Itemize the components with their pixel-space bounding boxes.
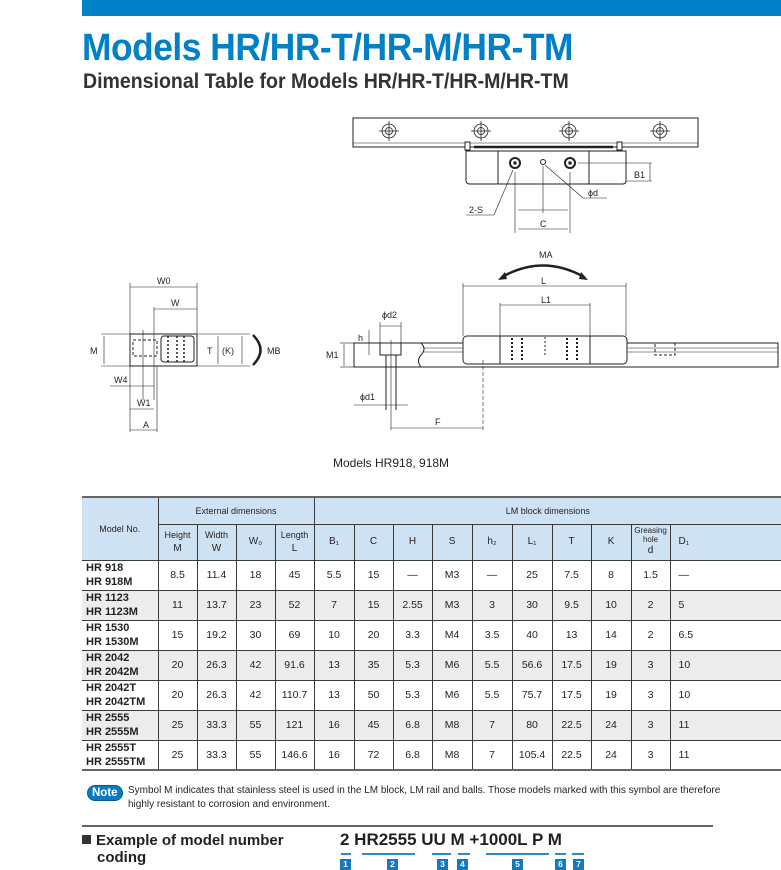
svg-text:W: W: [171, 298, 180, 308]
code-index-badge: 5: [512, 859, 523, 870]
cell-w0: 55: [236, 740, 275, 770]
cell-h: 3.3: [393, 620, 432, 650]
cell-s: M8: [432, 710, 472, 740]
cell-h2: 5.5: [472, 650, 512, 680]
cell-s: M6: [432, 650, 472, 680]
cell-c: 35: [354, 650, 393, 680]
col-header: D₁: [670, 524, 781, 560]
cell-k: 14: [591, 620, 631, 650]
cell-h2: 3.5: [472, 620, 512, 650]
dimension-table: [82, 496, 781, 771]
svg-text:(K): (K): [222, 346, 234, 356]
cell-w: 26.3: [197, 650, 236, 680]
note-block: [87, 784, 727, 812]
col-header: Length L: [275, 524, 314, 560]
page-title: Models HR/HR-T/HR-M/HR-TM: [82, 27, 573, 69]
cell-b1: 13: [314, 650, 354, 680]
svg-text:2-S: 2-S: [469, 205, 484, 215]
drawing-caption: Models HR918, 918M: [333, 456, 450, 470]
cell-d: 3: [631, 710, 670, 740]
svg-text:W0: W0: [157, 276, 171, 286]
col-header: H: [393, 524, 432, 560]
svg-text:M1: M1: [326, 350, 339, 360]
cell-h2: —: [472, 560, 512, 590]
cell-m: 25: [158, 740, 197, 770]
svg-text:MB: MB: [267, 346, 281, 356]
cell-w: 11.4: [197, 560, 236, 590]
cell-t: 17.5: [552, 650, 591, 680]
model-code-example: 2 HR2555 UU M +1000L P M: [340, 830, 562, 849]
cell-h2: 7: [472, 740, 512, 770]
cell-l: 52: [275, 590, 314, 620]
cell-w0: 23: [236, 590, 275, 620]
code-underline: [572, 853, 584, 855]
cell-k: 24: [591, 740, 631, 770]
bullet-square-icon: [82, 835, 91, 844]
cell-h: 5.3: [393, 650, 432, 680]
svg-text:W1: W1: [137, 398, 151, 408]
cell-h: —: [393, 560, 432, 590]
cell-m: 8.5: [158, 560, 197, 590]
cell-m: 25: [158, 710, 197, 740]
cell-s: M4: [432, 620, 472, 650]
model-cell: HR 2555T HR 2555TM: [82, 740, 158, 770]
code-index-badge: 2: [387, 859, 398, 870]
code-index-badge: 3: [437, 859, 448, 870]
cell-d: 3: [631, 680, 670, 710]
col-header: L₁: [512, 524, 552, 560]
header-model-no: Model No.: [82, 497, 158, 560]
col-header: W₀: [236, 524, 275, 560]
model-cell: HR 918 HR 918M: [82, 560, 158, 590]
cross-section-drawing: [101, 283, 261, 432]
cell-l1: 40: [512, 620, 552, 650]
cell-l: 110.7: [275, 680, 314, 710]
code-underline: [458, 853, 470, 855]
col-header: T: [552, 524, 591, 560]
svg-text:A: A: [143, 420, 150, 430]
table-row: [82, 650, 781, 680]
cell-h: 6.8: [393, 710, 432, 740]
cell-l: 146.6: [275, 740, 314, 770]
cell-w0: 30: [236, 620, 275, 650]
cell-m: 20: [158, 650, 197, 680]
cell-s: M8: [432, 740, 472, 770]
svg-text:C: C: [540, 219, 547, 229]
svg-text:ϕd1: ϕd1: [360, 392, 376, 402]
cell-l: 121: [275, 710, 314, 740]
cell-d1: 6.5: [670, 620, 781, 650]
cell-c: 15: [354, 560, 393, 590]
cell-b1: 7: [314, 590, 354, 620]
col-header: K: [591, 524, 631, 560]
cell-w: 19.2: [197, 620, 236, 650]
cell-w0: 18: [236, 560, 275, 590]
cell-k: 8: [591, 560, 631, 590]
col-header: C: [354, 524, 393, 560]
cell-k: 19: [591, 680, 631, 710]
cell-b1: 13: [314, 680, 354, 710]
cell-d1: —: [670, 560, 781, 590]
cell-h2: 3: [472, 590, 512, 620]
cell-b1: 16: [314, 710, 354, 740]
code-underline: [486, 853, 549, 855]
cell-t: 22.5: [552, 710, 591, 740]
cell-s: M6: [432, 680, 472, 710]
cell-l1: 75.7: [512, 680, 552, 710]
code-index-badge: 6: [555, 859, 566, 870]
top-view-drawing: [353, 118, 698, 233]
code-underline: [362, 853, 415, 855]
cell-d1: 10: [670, 680, 781, 710]
cell-w0: 42: [236, 650, 275, 680]
col-header: h₂: [472, 524, 512, 560]
table-row: [82, 590, 781, 620]
col-header: Greasing hole d: [631, 524, 670, 560]
svg-text:L: L: [541, 276, 547, 286]
cell-h: 5.3: [393, 680, 432, 710]
cell-l1: 105.4: [512, 740, 552, 770]
table-row: [82, 560, 781, 590]
cell-w: 13.7: [197, 590, 236, 620]
cell-t: 13: [552, 620, 591, 650]
svg-text:h: h: [358, 333, 364, 343]
cell-t: 22.5: [552, 740, 591, 770]
cell-l1: 56.6: [512, 650, 552, 680]
svg-text:MA: MA: [539, 250, 553, 260]
cell-t: 7.5: [552, 560, 591, 590]
label-b1: B1: [634, 170, 646, 180]
cell-l1: 25: [512, 560, 552, 590]
cell-w: 33.3: [197, 740, 236, 770]
cell-d1: 11: [670, 710, 781, 740]
table-row: [82, 620, 781, 650]
cell-l: 69: [275, 620, 314, 650]
cell-d: 3: [631, 650, 670, 680]
cell-d: 2: [631, 590, 670, 620]
cell-d: 1.5: [631, 560, 670, 590]
note-badge: Note: [87, 785, 123, 801]
col-header: Width W: [197, 524, 236, 560]
table-row: [82, 680, 781, 710]
cell-b1: 10: [314, 620, 354, 650]
cell-d: 2: [631, 620, 670, 650]
cell-c: 72: [354, 740, 393, 770]
code-index-badge: 1: [340, 859, 351, 870]
model-cell: HR 1123 HR 1123M: [82, 590, 158, 620]
svg-text:ϕd: ϕd: [588, 188, 599, 198]
cell-h2: 5.5: [472, 680, 512, 710]
cell-d1: 10: [670, 650, 781, 680]
cell-c: 50: [354, 680, 393, 710]
svg-text:F: F: [435, 417, 441, 427]
model-cell: HR 1530 HR 1530M: [82, 620, 158, 650]
col-header: B₁: [314, 524, 354, 560]
header-external-dimensions: External dimensions: [158, 497, 314, 524]
cell-l1: 80: [512, 710, 552, 740]
col-header: S: [432, 524, 472, 560]
cell-m: 11: [158, 590, 197, 620]
cell-t: 9.5: [552, 590, 591, 620]
cell-d: 3: [631, 740, 670, 770]
cell-m: 15: [158, 620, 197, 650]
cell-k: 19: [591, 650, 631, 680]
section-divider: [82, 825, 713, 827]
cell-h: 2.55: [393, 590, 432, 620]
svg-text:L1: L1: [541, 295, 552, 305]
cell-k: 10: [591, 590, 631, 620]
code-underline: [432, 853, 451, 855]
header-lm-block-dimensions: LM block dimensions: [314, 497, 781, 524]
cell-m: 20: [158, 680, 197, 710]
example-heading: Example of model number coding: [82, 832, 284, 866]
cell-w0: 55: [236, 710, 275, 740]
cell-d1: 5: [670, 590, 781, 620]
cell-c: 15: [354, 590, 393, 620]
svg-text:W4: W4: [114, 375, 128, 385]
cell-c: 45: [354, 710, 393, 740]
cell-b1: 16: [314, 740, 354, 770]
model-cell: HR 2555 HR 2555M: [82, 710, 158, 740]
cell-s: M3: [432, 590, 472, 620]
code-underline: [341, 853, 351, 855]
code-index-badge: 7: [573, 859, 584, 870]
page-subtitle: Dimensional Table for Models HR/HR-T/HR-M/HR-TM: [83, 70, 569, 93]
cell-c: 20: [354, 620, 393, 650]
code-index-badge: 4: [457, 859, 468, 870]
cell-s: M3: [432, 560, 472, 590]
model-cell: HR 2042 HR 2042M: [82, 650, 158, 680]
table-row: [82, 740, 781, 770]
cell-w0: 42: [236, 680, 275, 710]
table-row: [82, 710, 781, 740]
cell-w: 26.3: [197, 680, 236, 710]
cell-b1: 5.5: [314, 560, 354, 590]
cell-l: 45: [275, 560, 314, 590]
note-text: Symbol M indicates that stainless steel is used in the LM block, LM rail and balls. Those models marked with this symbol are therefore highly resistant to corrosion and environment.: [128, 785, 721, 810]
cell-h2: 7: [472, 710, 512, 740]
cell-t: 17.5: [552, 680, 591, 710]
cell-l1: 30: [512, 590, 552, 620]
cell-d1: 11: [670, 740, 781, 770]
cell-l: 91.6: [275, 650, 314, 680]
cell-h: 6.8: [393, 740, 432, 770]
cell-w: 33.3: [197, 710, 236, 740]
svg-text:M: M: [90, 346, 98, 356]
side-view-drawing: [340, 266, 778, 433]
code-underline: [555, 853, 566, 855]
cell-k: 24: [591, 710, 631, 740]
col-header: Height M: [158, 524, 197, 560]
model-cell: HR 2042T HR 2042TM: [82, 680, 158, 710]
svg-text:ϕd2: ϕd2: [382, 310, 398, 320]
svg-text:T: T: [207, 346, 213, 356]
